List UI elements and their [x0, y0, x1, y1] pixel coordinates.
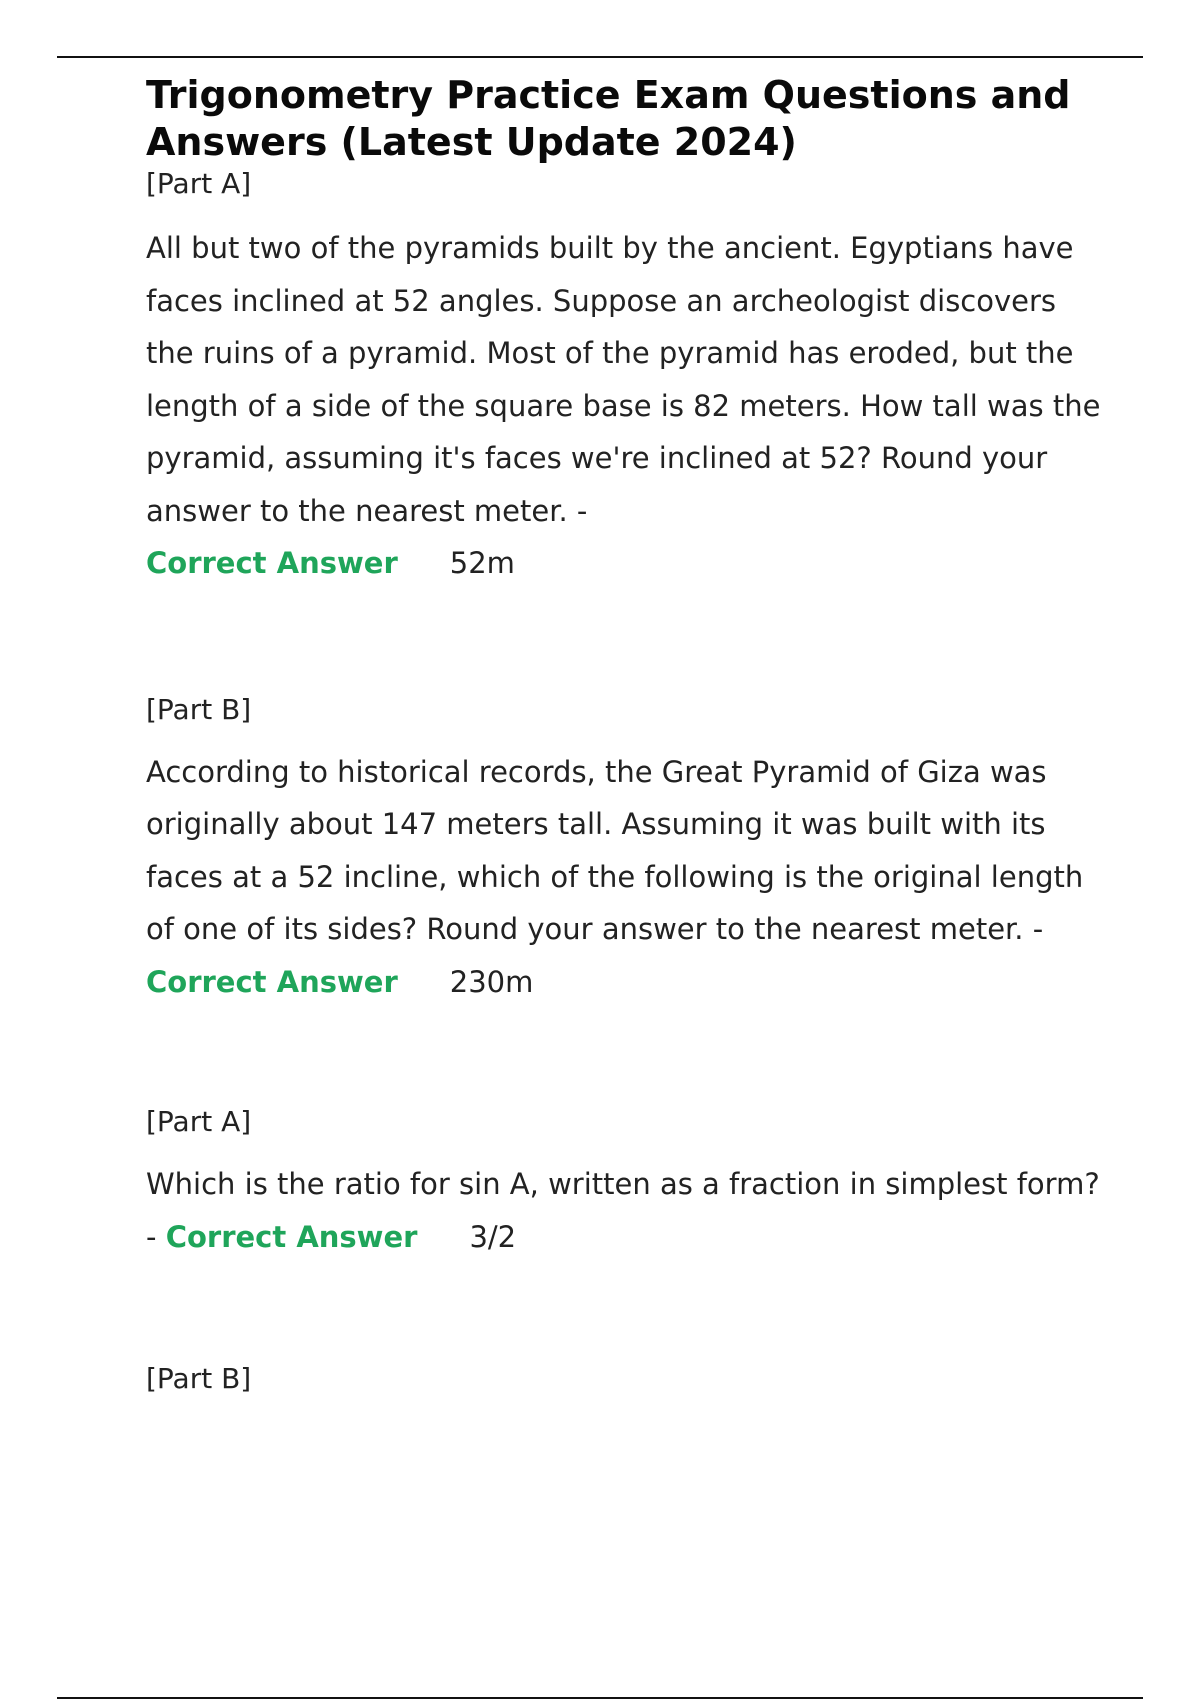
document-body	[146, 72, 1106, 1397]
answer-label: Correct Answer	[146, 964, 398, 999]
part-label: [Part B]	[146, 692, 252, 726]
question-item-2	[146, 692, 1106, 1009]
question-body: According to historical records, the Great Pyramid of Giza was originally about 147 meters tall. Assuming it was built with its faces at a 52 incline, which of the following is the original length of one of its sides? Round your answer to the nearest meter. -	[146, 754, 1084, 946]
bottom-rule	[57, 1697, 1143, 1699]
part-label: [Part A]	[146, 167, 252, 200]
question-body: Which is the ratio for sin A, written as a fraction in simplest form? -	[146, 1167, 1100, 1254]
answer-label: Correct Answer	[146, 546, 398, 580]
document-title: Trigonometry Practice Exam Questions and Answers (Latest Update 2024)	[146, 73, 1071, 164]
answer-value: 230m	[449, 964, 534, 999]
part-label: [Part A]	[146, 1105, 252, 1138]
question-body: All but two of the pyramids built by the ancient. Egyptians have faces inclined at 52 angles. Suppose an archeologist discovers the ruins of a pyramid. Most of the pyramid has eroded, but the length of a side of the square base is 82 meters. How tall was the pyramid, assuming it's faces we're inclined at 52? Round your answer to the nearest meter. -	[146, 231, 1101, 528]
question-text	[146, 222, 1106, 590]
top-rule	[57, 56, 1143, 58]
question-text	[146, 1158, 1106, 1263]
part-label: [Part B]	[146, 1362, 252, 1395]
answer-value: 52m	[449, 546, 515, 580]
question-item-4	[146, 1361, 1106, 1397]
answer-label: Correct Answer	[165, 1219, 418, 1254]
question-text	[146, 746, 1106, 1009]
answer-value: 3/2	[469, 1219, 517, 1254]
question-item-1	[146, 166, 1106, 590]
question-item-3	[146, 1104, 1106, 1263]
